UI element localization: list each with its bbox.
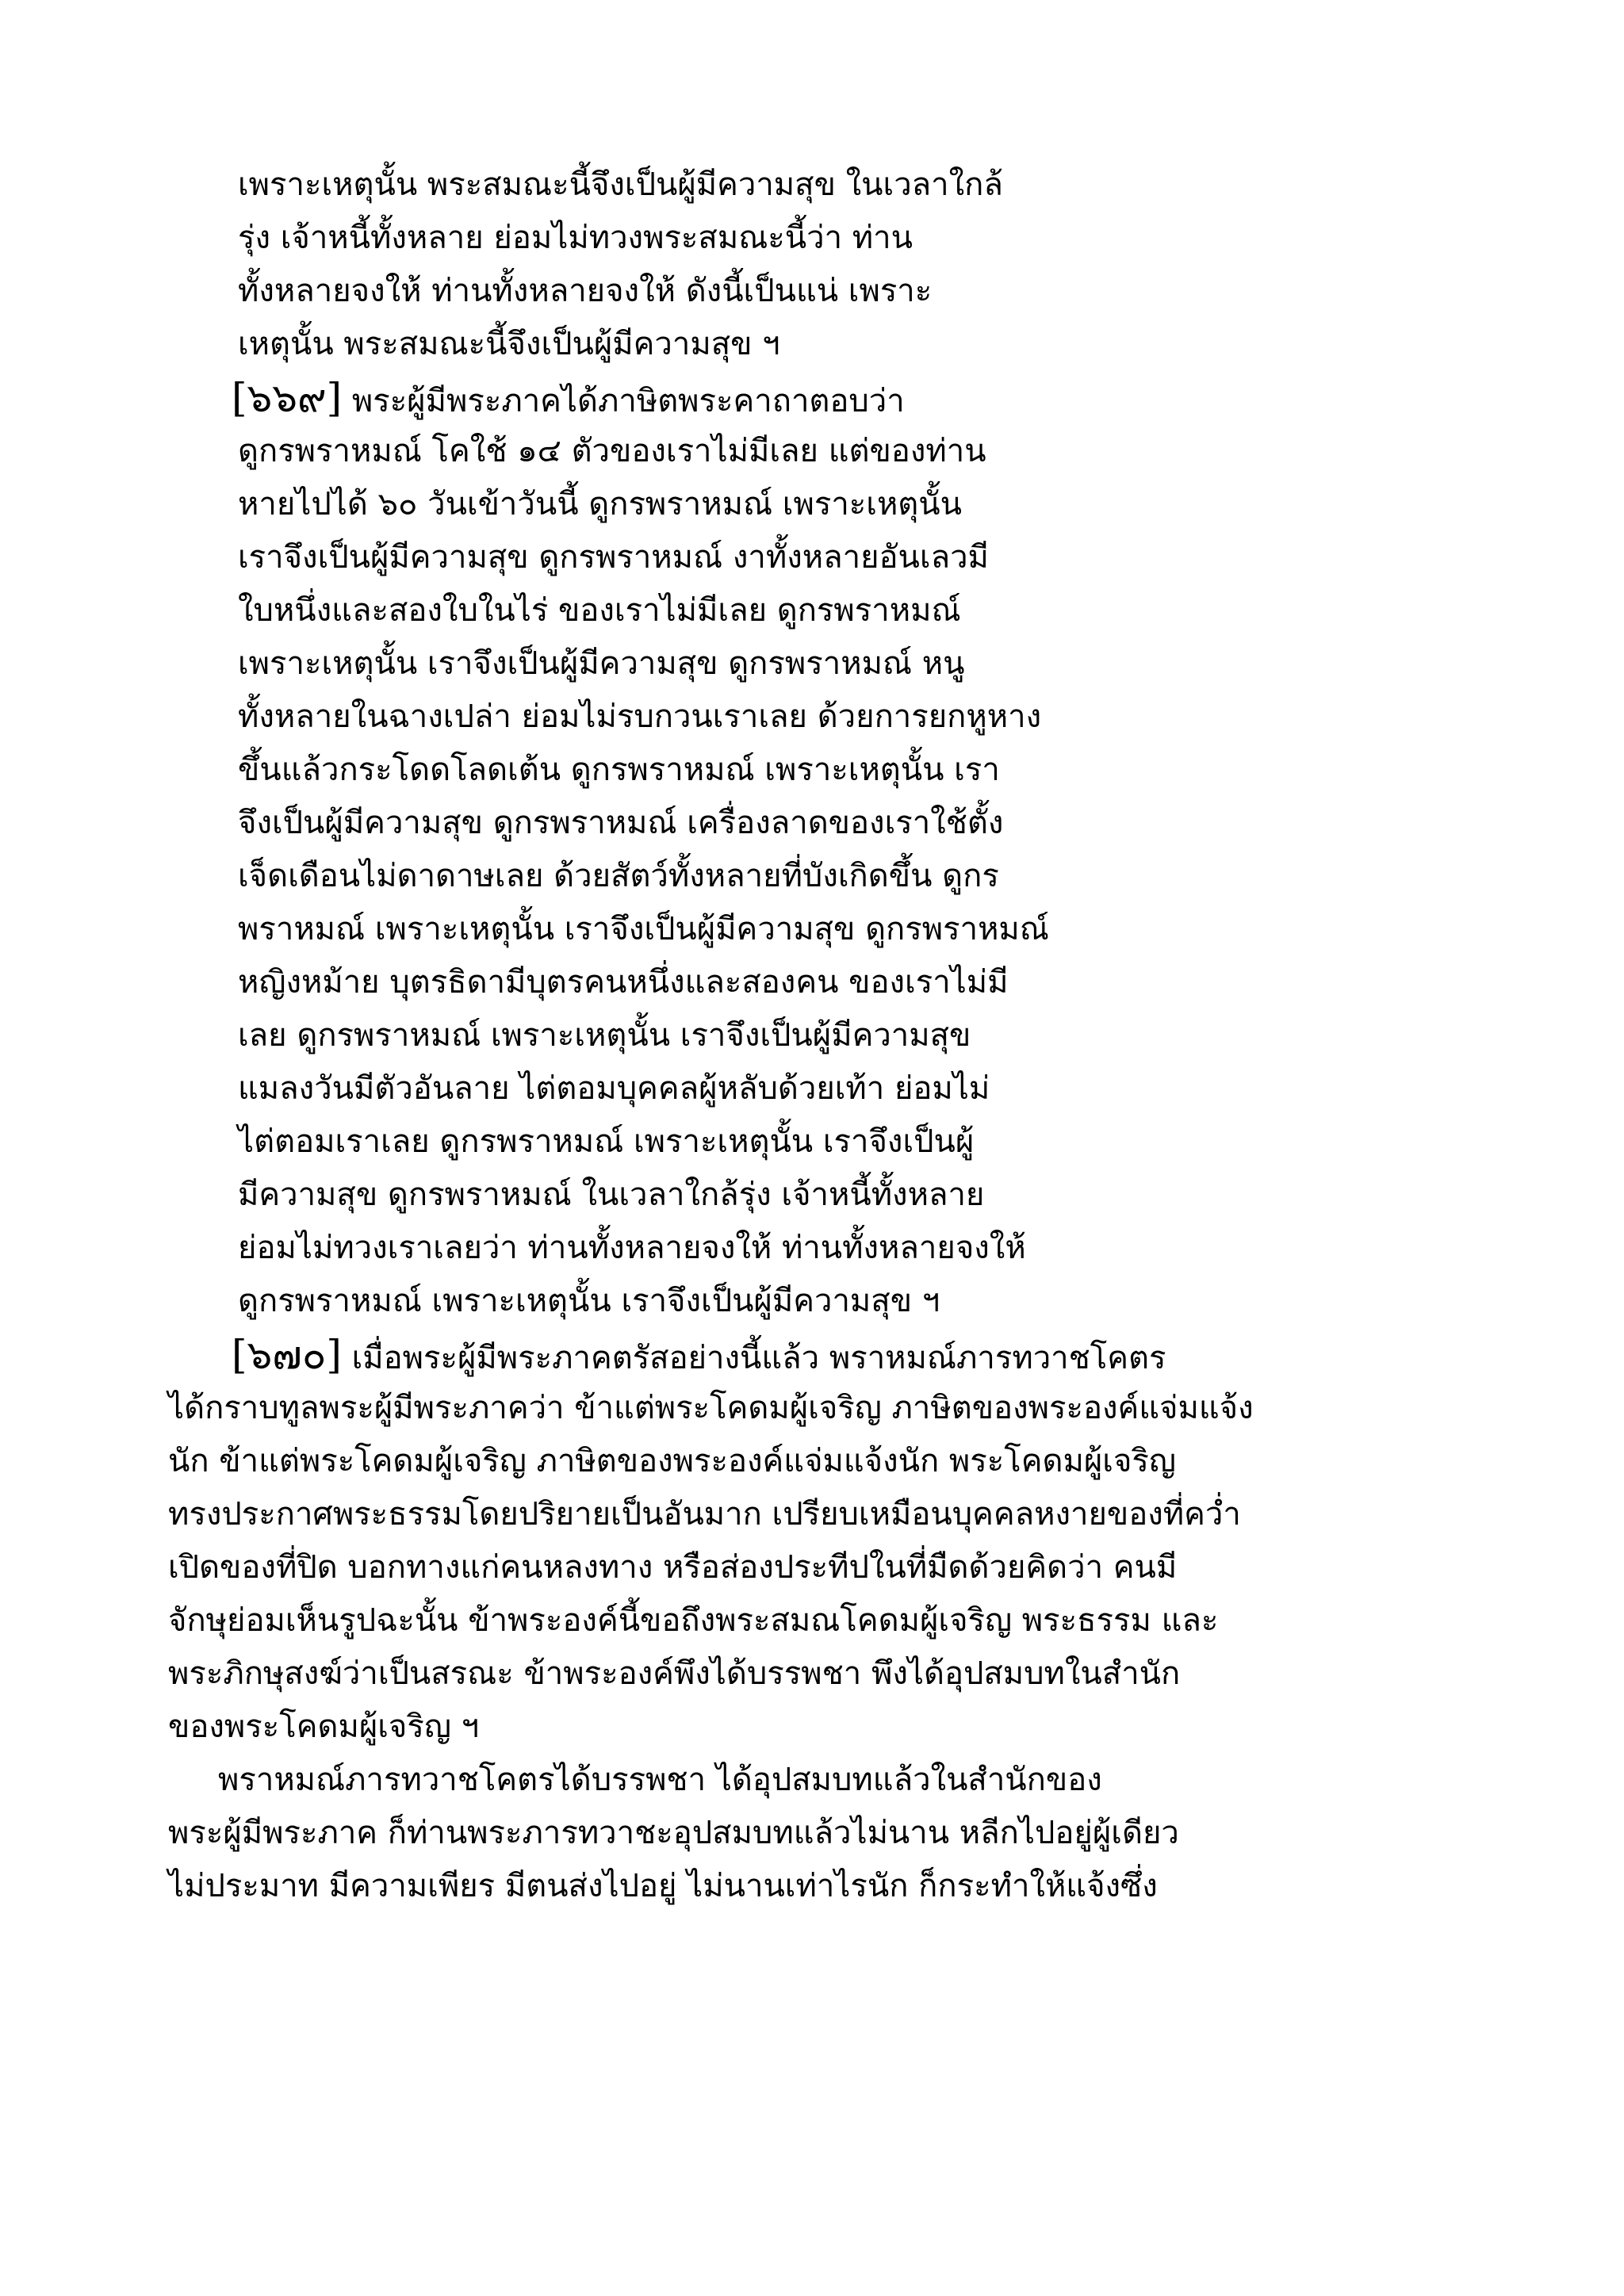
paragraph-line: จักษุย่อมเห็นรูปฉะนั้น ข้าพระองค์นี้ขอถึงพระสมณโคดมผู้เจริญ พระธรรม และ	[168, 1602, 1219, 1639]
verse-line: เราจึงเป็นผู้มีความสุข ดูกรพราหมณ์ งาทั้งหลายอันเลวมี	[238, 539, 989, 576]
section-number: [๖๖๙]	[232, 375, 343, 421]
verse-line: ดูกรพราหมณ์ โคใช้ ๑๔ ตัวของเราไม่มีเลย แต่ของท่าน	[238, 433, 986, 469]
paragraph-first-line: พราหมณ์ภารทวาชโคตรได้บรรพชา ได้อุปสมบทแล้วในสำนักของ	[218, 1762, 1102, 1798]
paragraph-line: เปิดของที่ปิด บอกทางแก่คนหลงทาง หรือส่องประทีปในที่มืดด้วยคิดว่า คนมี	[168, 1549, 1178, 1586]
verse-line: หญิงหม้าย บุตรธิดามีบุตรคนหนึ่งและสองคน ของเราไม่มี	[238, 964, 1009, 1001]
verse-line: ดูกรพราหมณ์ เพราะเหตุนั้น เราจึงเป็นผู้มีความสุข ฯ	[238, 1283, 940, 1319]
verse-line: ทั้งหลายจงให้ ท่านทั้งหลายจงให้ ดังนี้เป็นแน่ เพราะ	[238, 273, 933, 309]
paragraph-line: ไม่ประมาท มีความเพียร มีตนส่งไปอยู่ ไม่นานเท่าไรนัก ก็กระทำให้แจ้งซึ่ง	[168, 1868, 1158, 1904]
verse-line: เจ็ดเดือนไม่ดาดาษเลย ด้วยสัตว์ทั้งหลายที่บังเกิดขึ้น ดูกร	[238, 858, 999, 894]
section-heading-text: พระผู้มีพระภาคได้ภาษิตพระคาถาตอบว่า	[351, 383, 905, 419]
verse-line: เลย ดูกรพราหมณ์ เพราะเหตุนั้น เราจึงเป็นผู้มีความสุข	[238, 1017, 971, 1054]
paragraph-line: นัก ข้าแต่พระโคดมผู้เจริญ ภาษิตของพระองค์แจ่มแจ้งนัก พระโคดมผู้เจริญ	[168, 1443, 1176, 1479]
verse-line: ย่อมไม่ทวงเราเลยว่า ท่านทั้งหลายจงให้ ท่านทั้งหลายจงให้	[238, 1230, 1026, 1266]
verse-line: เหตุนั้น พระสมณะนี้จึงเป็นผู้มีความสุข ฯ	[238, 326, 780, 362]
verse-line: ไต่ตอมเราเลย ดูกรพราหมณ์ เพราะเหตุนั้น เราจึงเป็นผู้	[238, 1123, 975, 1160]
verse-line: ทั้งหลายในฉางเปล่า ย่อมไม่รบกวนเราเลย ด้วยการยกหูหาง	[238, 698, 1042, 735]
section-first-line: เมื่อพระผู้มีพระภาคตรัสอย่างนี้แล้ว พราหมณ์ภารทวาชโคตร	[351, 1340, 1166, 1376]
verse-line: แมลงวันมีตัวอันลาย ไต่ตอมบุคคลผู้หลับด้วยเท้า ย่อมไม่	[238, 1070, 990, 1107]
paragraph-line: ได้กราบทูลพระผู้มีพระภาคว่า ข้าแต่พระโคดมผู้เจริญ ภาษิตของพระองค์แจ่มแจ้ง	[168, 1390, 1254, 1426]
verse-line: ขึ้นแล้วกระโดดโลดเต้น ดูกรพราหมณ์ เพราะเหตุนั้น เรา	[238, 752, 1000, 788]
verse-line: เพราะเหตุนั้น พระสมณะนี้จึงเป็นผู้มีความสุข ในเวลาใกล้	[238, 166, 1003, 203]
verse-line: หายไปได้ ๖๐ วันเข้าวันนี้ ดูกรพราหมณ์ เพราะเหตุนั้น	[238, 486, 962, 522]
paragraph-line: ทรงประกาศพระธรรมโดยปริยายเป็นอันมาก เปรียบเหมือนบุคคลหงายของที่คว่ำ	[168, 1496, 1241, 1533]
verse-line: ใบหนึ่งและสองใบในไร่ ของเราไม่มีเลย ดูกรพราหมณ์	[238, 592, 961, 629]
verse-line: พราหมณ์ เพราะเหตุนั้น เราจึงเป็นผู้มีความสุข ดูกรพราหมณ์	[238, 911, 1049, 947]
verse-line: เพราะเหตุนั้น เราจึงเป็นผู้มีความสุข ดูกรพราหมณ์ หนู	[238, 645, 965, 682]
paragraph-line: พระภิกษุสงฆ์ว่าเป็นสรณะ ข้าพระองค์พึงได้บรรพชา พึงได้อุปสมบทในสำนัก	[168, 1655, 1181, 1692]
paragraph-line: พระผู้มีพระภาค ก็ท่านพระภารทวาชะอุปสมบทแล้วไม่นาน หลีกไปอยู่ผู้เดียว	[168, 1815, 1179, 1851]
section-number: [๖๗๐]	[232, 1332, 342, 1378]
verse-line: มีความสุข ดูกรพราหมณ์ ในเวลาใกล้รุ่ง เจ้าหนี้ทั้งหลาย	[238, 1177, 985, 1213]
section-heading	[232, 1331, 1166, 1382]
paragraph-line: ของพระโคดมผู้เจริญ ฯ	[168, 1709, 480, 1745]
verse-line: รุ่ง เจ้าหนี้ทั้งหลาย ย่อมไม่ทวงพระสมณะนี้ว่า ท่าน	[238, 220, 913, 256]
verse-line: จึงเป็นผู้มีความสุข ดูกรพราหมณ์ เครื่องลาดของเราใช้ตั้ง	[238, 805, 1004, 841]
section-heading	[232, 374, 905, 425]
